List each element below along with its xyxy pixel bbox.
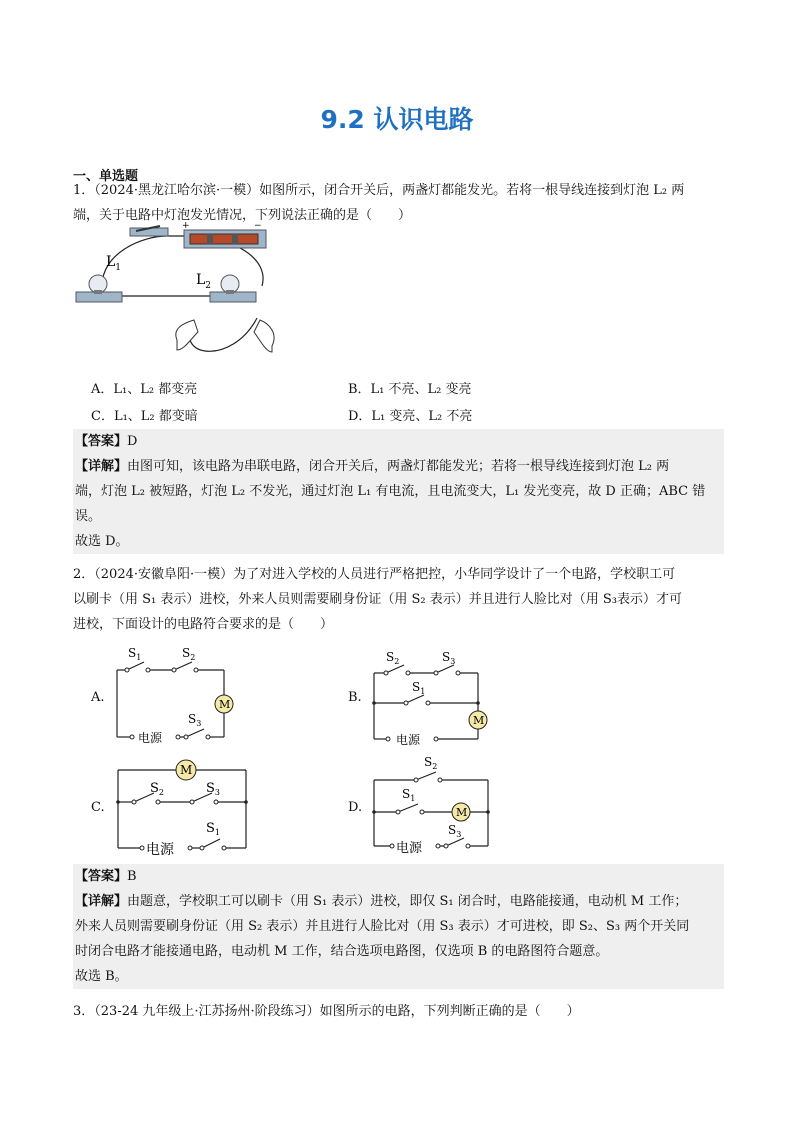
svg-text:M: M xyxy=(219,698,231,711)
q1-option-b[interactable]: B．L₁ 不亮、L₂ 变亮 xyxy=(348,382,472,397)
svg-text:S3: $S_3$ xyxy=(442,650,456,666)
q1-detail-2: 端，灯泡 L₂ 被短路，灯泡 L₂ 不发光，通过灯泡 L₁ 有电流，且电流变大，L₁ 发光变亮，故 D 正确；ABC 错 xyxy=(75,484,706,499)
q1-detail-label: 【详解】 xyxy=(75,459,128,474)
q2-detail-label: 【详解】 xyxy=(75,894,128,909)
q2-answer-box xyxy=(73,864,724,989)
q2-circuit-c[interactable] xyxy=(112,756,252,860)
svg-text:电源: 电源 xyxy=(138,731,163,745)
q2-option-d-label[interactable]: D. xyxy=(348,800,363,815)
q2-answer-label: 【答案】 xyxy=(75,869,128,884)
bulb-l2-icon xyxy=(210,275,256,302)
svg-text:S3: $S_3$ xyxy=(448,823,462,839)
question-2-line-3: 进校，下面设计的电路符合要求的是（ ） xyxy=(73,617,334,632)
svg-text:M: M xyxy=(473,714,485,727)
bulb-l2-label: $L_2$ xyxy=(196,272,212,291)
question-3-stem xyxy=(73,999,723,1024)
svg-text:M: M xyxy=(456,806,468,819)
q1-option-c[interactable]: C．L₁、L₂ 都变暗 xyxy=(91,409,198,424)
bulb-l1-icon xyxy=(76,275,122,302)
hand-right-icon xyxy=(254,320,274,352)
svg-text:S1: $S_1$ xyxy=(128,646,142,662)
q1-detail-3: 误。 xyxy=(75,509,102,524)
q1-detail-1: 由图可知，该电路为串联电路，闭合开关后，两盏灯都能发光；若将一根导线连接到灯泡 L₂ 两 xyxy=(127,459,670,474)
hand-left-icon xyxy=(176,320,198,350)
section-heading: 一、单选题 xyxy=(73,169,139,184)
svg-text:S1: $S_1$ xyxy=(402,787,416,803)
q1-conclusion: 故选 D。 xyxy=(75,534,129,549)
page-title: 9.2 认识电路 xyxy=(320,105,474,134)
svg-text:+: + xyxy=(182,221,190,231)
q2-detail-1: 由题意，学校职工可以刷卡（用 S₁ 表示）进校，即仅 S₁ 闭合时，电路能接通，电动机 M 工作； xyxy=(127,894,688,909)
bulb-l1-label: $L_1$ xyxy=(106,254,122,273)
question-2-line-1: 2．（2024·安徽阜阳·一模）为了对进入学校的人员进行严格把控，小华同学设计了一个电路，学校职工可 xyxy=(73,567,676,582)
svg-text:S3: $S_3$ xyxy=(206,781,220,797)
q2-conclusion: 故选 B。 xyxy=(75,969,128,984)
question-1-stem xyxy=(73,178,723,228)
svg-text:S2: $S_2$ xyxy=(424,755,438,771)
q1-answer-box xyxy=(73,429,724,554)
q1-answer-label: 【答案】 xyxy=(75,434,128,449)
q2-circuit-b[interactable] xyxy=(366,645,496,747)
svg-text:S2: $S_2$ xyxy=(182,646,196,662)
q1-option-d[interactable]: D．L₁ 变亮、L₂ 不亮 xyxy=(348,409,473,424)
svg-text:S2: $S_2$ xyxy=(150,781,164,797)
question-1-line-2: 端，关于电路中灯泡发光情况，下列说法正确的是（ ） xyxy=(73,208,412,223)
q2-answer-value: B xyxy=(127,869,137,884)
switch-icon xyxy=(130,226,168,236)
q2-option-c-label[interactable]: C. xyxy=(91,800,105,815)
q2-option-a-label[interactable]: A. xyxy=(91,690,105,705)
svg-text:S1: $S_1$ xyxy=(412,680,426,696)
q2-circuit-d[interactable] xyxy=(368,754,498,858)
question-1-line-1: 1．（2024·黑龙江哈尔滨·一模）如图所示，闭合开关后，两盏灯都能发光。若将一根导线连接到灯泡 L₂ 两 xyxy=(73,183,685,198)
question-2-line-2: 以刷卡（用 S₁ 表示）进校，外来人员则需要刷身份证（用 S₂ 表示）并且进行人脸比对（用 S₃表示）才可 xyxy=(73,592,683,607)
svg-text:S2: $S_2$ xyxy=(386,650,400,666)
question-3-line-1: 3．（23-24 九年级上·江苏扬州·阶段练习）如图所示的电路，下列判断正确的是（ ） xyxy=(73,1004,580,1019)
svg-text:M: M xyxy=(180,763,193,777)
q1-answer-value: D xyxy=(127,434,138,449)
q1-option-a[interactable]: A．L₁、L₂ 都变亮 xyxy=(91,382,198,397)
q2-circuit-a[interactable] xyxy=(112,645,242,745)
q2-detail-3: 时闭合电路才能接通电路，电动机 M 工作，结合选项电路图，仅选项 B 的电路图符合题意。 xyxy=(75,944,609,959)
svg-text:电源: 电源 xyxy=(396,733,421,747)
question-2-stem xyxy=(73,562,723,637)
svg-text:电源: 电源 xyxy=(396,841,423,856)
svg-text:电源: 电源 xyxy=(146,842,174,858)
q2-detail-2: 外来人员则需要刷身份证（用 S₂ 表示）并且进行人脸比对（用 S₃ 表示）才可进校，即 S₂、S₃ 两个开关同 xyxy=(75,919,690,934)
svg-text:S3: $S_3$ xyxy=(188,712,202,728)
q2-option-b-label[interactable]: B. xyxy=(348,690,362,705)
svg-text:−: − xyxy=(254,221,262,231)
question-1-figure xyxy=(72,221,292,368)
wire-bottom xyxy=(189,318,257,351)
svg-text:S1: $S_1$ xyxy=(206,821,220,837)
